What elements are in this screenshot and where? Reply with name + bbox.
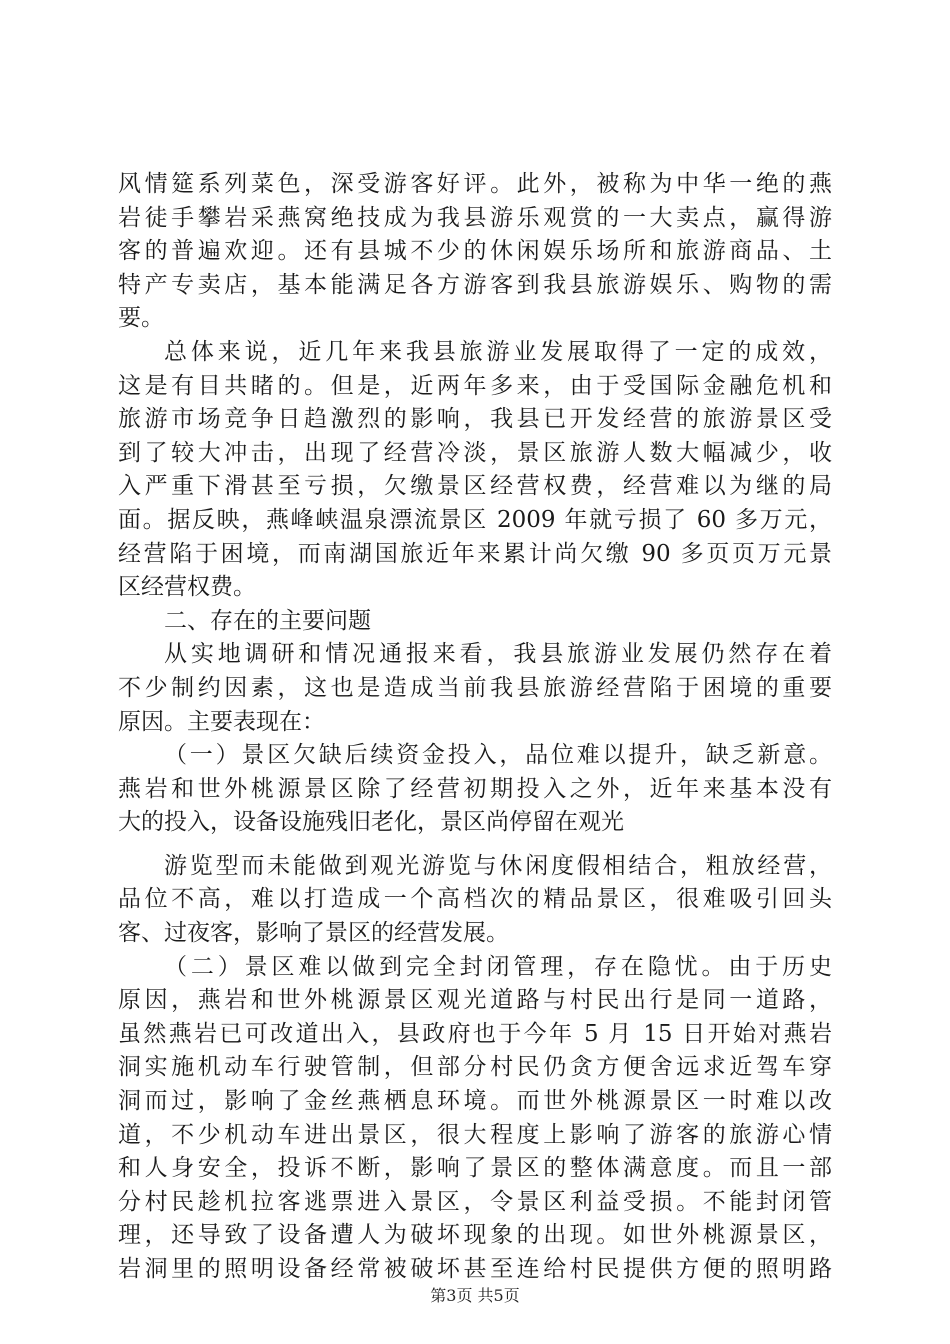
text-line: 洞实施机动车行驶管制，但部分村民仍贪方便舍远求近驾车穿 bbox=[118, 1054, 832, 1081]
text-line: 区经营权费。 bbox=[118, 574, 256, 601]
text-line: 品位不高，难以打造成一个高档次的精品景区，很难吸引回头 bbox=[118, 886, 832, 913]
text-line: 经营陷于困境，而南湖国旅近年来累计尚欠缴 90 多页页万元景 bbox=[118, 540, 832, 567]
text-line: 岩洞里的照明设备经常被破坏甚至连给村民提供方便的照明路 bbox=[118, 1256, 832, 1282]
text-line: 到了较大冲击，出现了经营冷淡，景区旅游人数大幅减少，收 bbox=[118, 439, 832, 466]
text-line: 客、过夜客，影响了景区的经营发展。 bbox=[118, 920, 509, 947]
page-number: 第3页 共5页 bbox=[430, 1286, 520, 1305]
text-line: 特产专卖店，基本能满足各方游客到我县旅游娱乐、购物的需 bbox=[118, 271, 832, 298]
document-body bbox=[118, 168, 832, 1287]
text-line: 原因，燕岩和世外桃源景区观光道路与村民出行是同一道路， bbox=[118, 987, 832, 1014]
text-line: 虽然燕岩已可改道出入，县政府也于今年 5 月 15 日开始对燕岩 bbox=[118, 1020, 832, 1047]
subsection-heading-line: （二）景区难以做到完全封闭管理，存在隐忧。由于历史 bbox=[164, 953, 832, 980]
text-line: 要。 bbox=[118, 305, 164, 332]
text-line: 旅游市场竞争日趋激烈的影响，我县已开发经营的旅游景区受 bbox=[118, 406, 832, 433]
section-heading: 二、存在的主要问题 bbox=[164, 607, 371, 634]
text-line: 岩徒手攀岩采燕窝绝技成为我县游乐观赏的一大卖点，赢得游 bbox=[118, 204, 832, 231]
text-line: 不少制约因素，这也是造成当前我县旅游经营陷于困境的重要 bbox=[118, 674, 832, 701]
text-line: 这是有目共睹的。但是，近两年多来，由于受国际金融危机和 bbox=[118, 372, 832, 399]
text-line: 分村民趁机拉客逃票进入景区，令景区利益受损。不能封闭管 bbox=[118, 1188, 832, 1215]
text-line: 燕岩和世外桃源景区除了经营初期投入之外，近年来基本没有 bbox=[118, 775, 832, 802]
paragraph-start-line: 游览型而未能做到观光游览与休闲度假相结合，粗放经营， bbox=[164, 852, 832, 879]
text-line: 和人身安全，投诉不断，影响了景区的整体满意度。而且一部 bbox=[118, 1155, 832, 1182]
text-line: 洞而过，影响了金丝燕栖息环境。而世外桃源景区一时难以改 bbox=[118, 1088, 832, 1115]
subsection-heading-line: （一）景区欠缺后续资金投入，品位难以提升，缺乏新意。 bbox=[164, 742, 832, 769]
text-line: 大的投入，设备设施残旧老化，景区尚停留在观光 bbox=[118, 809, 624, 836]
page-footer bbox=[0, 1283, 950, 1306]
paragraph-start-line: 总体来说，近几年来我县旅游业发展取得了一定的成效， bbox=[164, 338, 832, 365]
text-line: 道，不少机动车进出景区，很大程度上影响了游客的旅游心情 bbox=[118, 1121, 832, 1148]
text-line: 理，还导致了设备遭人为破坏现象的出现。如世外桃源景区， bbox=[118, 1222, 832, 1249]
text-line: 原因。主要表现在： bbox=[118, 708, 325, 735]
text-line: 客的普遍欢迎。还有县城不少的休闲娱乐场所和旅游商品、土 bbox=[118, 238, 832, 265]
paragraph-start-line: 从实地调研和情况通报来看，我县旅游业发展仍然存在着 bbox=[164, 641, 832, 668]
text-line: 面。据反映，燕峰峡温泉漂流景区 2009 年就亏损了 60 多万元， bbox=[118, 506, 832, 533]
text-line: 风情筵系列菜色，深受游客好评。此外，被称为中华一绝的燕 bbox=[118, 171, 832, 197]
text-line: 入严重下滑甚至亏损，欠缴景区经营权费，经营难以为继的局 bbox=[118, 473, 832, 500]
